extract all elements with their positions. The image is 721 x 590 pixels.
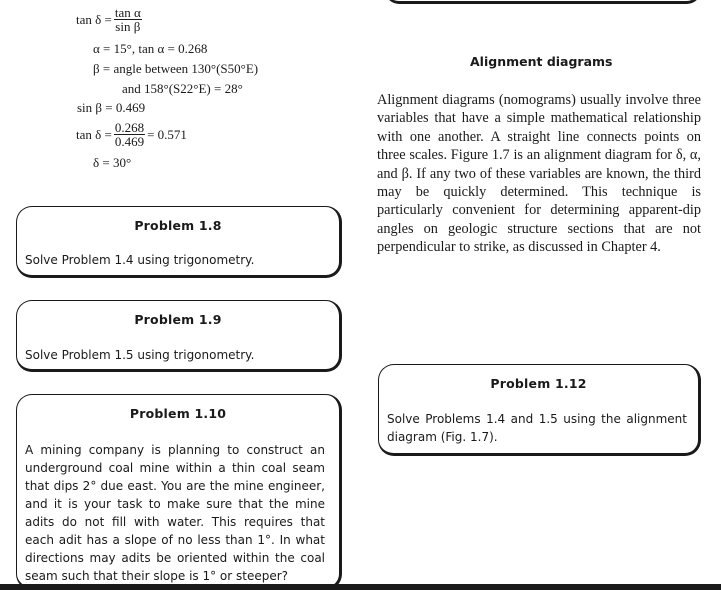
section-title: Alignment diagrams xyxy=(470,54,613,69)
problem-1-8-box xyxy=(16,206,342,278)
numerator: tan α xyxy=(114,5,141,20)
problem-title: Problem 1.9 xyxy=(134,312,222,327)
problem-1-12-box xyxy=(378,364,701,456)
equation-alpha: α = 15°, tan α = 0.268 xyxy=(93,41,208,56)
equation-beta: β = angle between 130°(S50°E) xyxy=(93,61,259,76)
problem-title: Problem 1.8 xyxy=(134,218,222,233)
equation-lhs: tan δ = xyxy=(76,127,112,142)
bottom-border xyxy=(0,584,721,590)
equation-sin-beta: sin β = 0.469 xyxy=(77,100,146,115)
problem-text: A mining company is planning to construct an underground coal mine within a thin coal seam that dips 2° due east. You are the mine engineer, and it is your task to make sure that the mine adits do not fill with water. This requires that each adit has a slope of no less than 1°. In what directions may adits be oriented within the coal seam such that their slope is 1° or steeper? xyxy=(25,443,325,583)
equation-rhs: = 0.571 xyxy=(147,127,187,142)
denominator: 0.469 xyxy=(114,134,145,149)
fraction xyxy=(114,6,142,33)
fraction xyxy=(114,121,145,148)
problem-title: Problem 1.10 xyxy=(129,406,227,421)
denominator: sin β xyxy=(115,19,141,34)
equation-tan-delta-value xyxy=(76,121,187,148)
problem-title: Problem 1.12 xyxy=(490,376,587,391)
equation-tan-delta xyxy=(76,6,144,33)
problem-text: Solve Problem 1.4 using trigonometry. xyxy=(25,253,255,267)
equation-delta-result: δ = 30° xyxy=(93,155,132,170)
numerator: 0.268 xyxy=(114,120,145,135)
section-body: Alignment diagrams (nomograms) usually involve three variables that have a simple mathematical relationship with one another. A straight line connects points on three scales. Figure 1.7 is an alignment diagram for δ, α, and β. If any two of these variables are known, the third may be quickly determined. This technique is particularly convenient for determining apparent-dip angles on geologic structure sections that are not perpendicular to strike, as discussed in Chapter 4. xyxy=(377,92,701,256)
problem-1-9-box xyxy=(16,300,342,372)
equation-lhs: tan δ = xyxy=(76,12,112,27)
problem-text: Solve Problem 1.5 using trigonometry. xyxy=(25,348,255,362)
problem-1-10-box xyxy=(16,394,342,590)
previous-box-fragment xyxy=(385,0,701,4)
equation-beta-cont: and 158°(S22°E) = 28° xyxy=(122,81,243,96)
problem-text: Solve Problems 1.4 and 1.5 using the alignment diagram (Fig. 1.7). xyxy=(387,412,687,444)
